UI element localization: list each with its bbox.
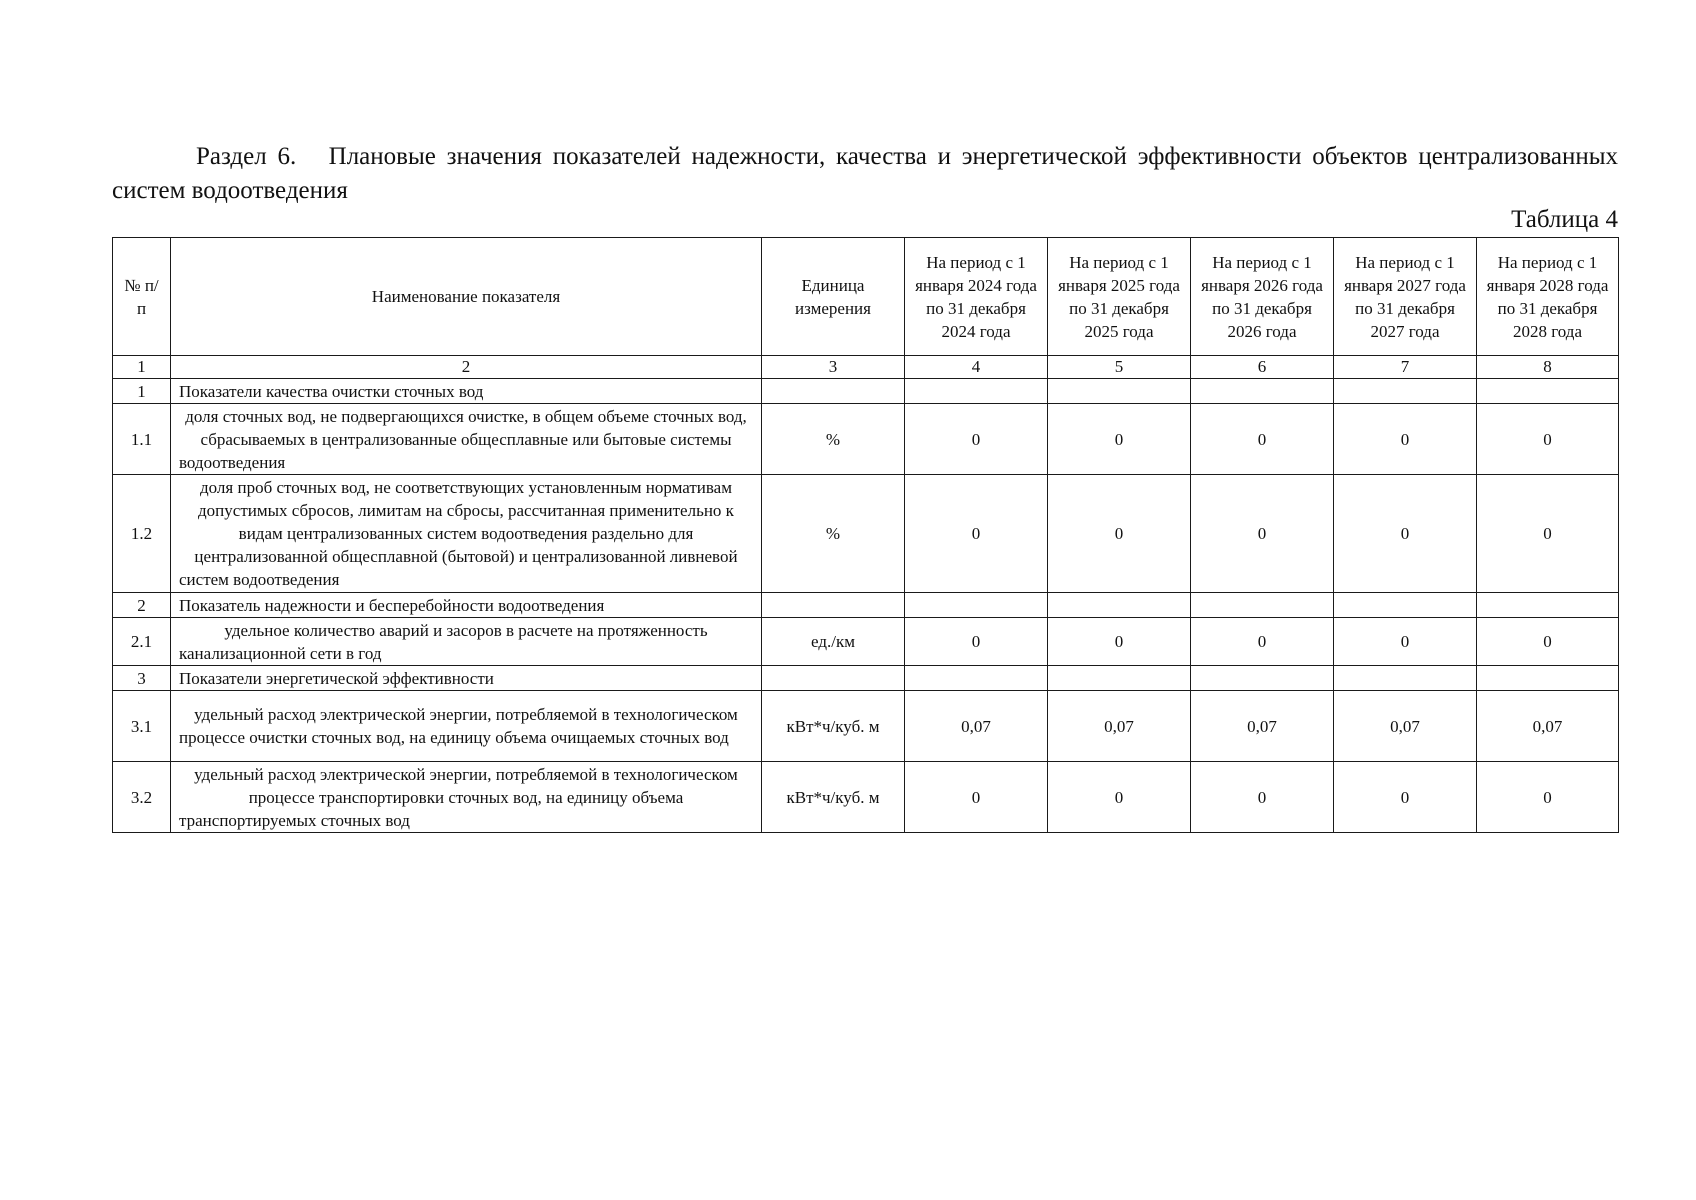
row-value: 0 xyxy=(1048,404,1191,475)
row-value: 0 xyxy=(1191,404,1334,475)
column-number: 3 xyxy=(762,356,905,379)
row-unit: % xyxy=(762,404,905,475)
header-row xyxy=(113,238,1619,356)
row-value xyxy=(1477,379,1619,404)
row-unit: ед./км xyxy=(762,618,905,666)
row-num: 1 xyxy=(113,379,171,404)
row-value: 0 xyxy=(1477,618,1619,666)
row-name: доля сточных вод, не подвергающихся очистке, в общем объеме сточных вод, сбрасываемых в централизованные общесплавные или бытовые системы водоотведения xyxy=(171,404,762,475)
row-value: 0 xyxy=(905,618,1048,666)
table-row xyxy=(113,762,1619,833)
row-name: доля проб сточных вод, не соответствующих установленным нормативам допустимых сбросов, лимитам на сбросы, рассчитанная применительно к видам централизованных систем водоотведения раздельно для централизованной общесплавной (бытовой) и централизованной ливневой систем водоотведения xyxy=(171,475,762,593)
header-period-2024: На период с 1 января 2024 года по 31 декабря 2024 года xyxy=(905,238,1048,356)
row-value: 0,07 xyxy=(1048,691,1191,762)
table-row xyxy=(113,404,1619,475)
header-period-2027: На период с 1 января 2027 года по 31 декабря 2027 года xyxy=(1334,238,1477,356)
table-caption: Таблица 4 xyxy=(1511,206,1618,233)
column-number: 7 xyxy=(1334,356,1477,379)
row-value: 0 xyxy=(1191,618,1334,666)
row-value xyxy=(1477,666,1619,691)
row-name: удельный расход электрической энергии, потребляемой в технологическом процессе очистки сточных вод, на единицу объема очищаемых сточных вод xyxy=(171,691,762,762)
row-value xyxy=(1191,593,1334,618)
table-row xyxy=(113,691,1619,762)
row-name: удельный расход электрической энергии, потребляемой в технологическом процессе транспортировки сточных вод, на единицу объема транспортируемых сточных вод xyxy=(171,762,762,833)
row-value xyxy=(905,666,1048,691)
row-value: 0,07 xyxy=(1334,691,1477,762)
row-num: 1.1 xyxy=(113,404,171,475)
row-value: 0 xyxy=(1477,475,1619,593)
row-value: 0 xyxy=(1048,618,1191,666)
row-unit: кВт*ч/куб. м xyxy=(762,691,905,762)
row-value xyxy=(905,379,1048,404)
row-num: 3 xyxy=(113,666,171,691)
row-name: Показатели энергетической эффективности xyxy=(171,666,762,691)
header-num: № п/п xyxy=(113,238,171,356)
row-value xyxy=(1334,379,1477,404)
row-value: 0 xyxy=(1191,762,1334,833)
row-num: 3.1 xyxy=(113,691,171,762)
header-period-2025: На период с 1 января 2025 года по 31 декабря 2025 года xyxy=(1048,238,1191,356)
column-number: 5 xyxy=(1048,356,1191,379)
row-value xyxy=(1334,666,1477,691)
row-value: 0,07 xyxy=(1477,691,1619,762)
section-title: Плановые значения показателей надежности, качества и энергетической эффективности объектов централизованных систем водоотведения xyxy=(112,143,1618,204)
column-number: 2 xyxy=(171,356,762,379)
row-value: 0,07 xyxy=(905,691,1048,762)
row-value xyxy=(1048,379,1191,404)
section-row xyxy=(113,379,1619,404)
row-name: удельное количество аварий и засоров в расчете на протяженность канализационной сети в год xyxy=(171,618,762,666)
row-value: 0 xyxy=(905,475,1048,593)
row-unit xyxy=(762,379,905,404)
row-num: 2 xyxy=(113,593,171,618)
column-number: 6 xyxy=(1191,356,1334,379)
header-unit: Единица измерения xyxy=(762,238,905,356)
column-number: 1 xyxy=(113,356,171,379)
header-name: Наименование показателя xyxy=(171,238,762,356)
section-row xyxy=(113,666,1619,691)
row-value: 0 xyxy=(905,404,1048,475)
row-value: 0 xyxy=(1477,762,1619,833)
row-value: 0 xyxy=(1048,475,1191,593)
row-value: 0,07 xyxy=(1191,691,1334,762)
section-row xyxy=(113,593,1619,618)
header-period-2026: На период с 1 января 2026 года по 31 декабря 2026 года xyxy=(1191,238,1334,356)
row-value: 0 xyxy=(1477,404,1619,475)
header-period-2028: На период с 1 января 2028 года по 31 декабря 2028 года xyxy=(1477,238,1619,356)
row-unit: кВт*ч/куб. м xyxy=(762,762,905,833)
section-number: Раздел 6. xyxy=(196,143,297,170)
row-unit xyxy=(762,593,905,618)
row-value: 0 xyxy=(905,762,1048,833)
row-name: Показатели качества очистки сточных вод xyxy=(171,379,762,404)
row-num: 3.2 xyxy=(113,762,171,833)
row-value xyxy=(1334,593,1477,618)
row-value: 0 xyxy=(1334,762,1477,833)
row-unit: % xyxy=(762,475,905,593)
row-value xyxy=(1191,379,1334,404)
row-value xyxy=(905,593,1048,618)
row-value xyxy=(1477,593,1619,618)
row-value xyxy=(1048,593,1191,618)
row-value xyxy=(1048,666,1191,691)
section-heading xyxy=(112,140,1618,208)
row-unit xyxy=(762,666,905,691)
row-num: 1.2 xyxy=(113,475,171,593)
row-name: Показатель надежности и бесперебойности водоотведения xyxy=(171,593,762,618)
row-value xyxy=(1191,666,1334,691)
table-row xyxy=(113,475,1619,593)
indicators-table xyxy=(112,237,1619,833)
column-number: 4 xyxy=(905,356,1048,379)
row-value: 0 xyxy=(1191,475,1334,593)
row-num: 2.1 xyxy=(113,618,171,666)
column-number: 8 xyxy=(1477,356,1619,379)
row-value: 0 xyxy=(1048,762,1191,833)
row-value: 0 xyxy=(1334,404,1477,475)
row-value: 0 xyxy=(1334,618,1477,666)
table-row xyxy=(113,618,1619,666)
column-number-row xyxy=(113,356,1619,379)
row-value: 0 xyxy=(1334,475,1477,593)
